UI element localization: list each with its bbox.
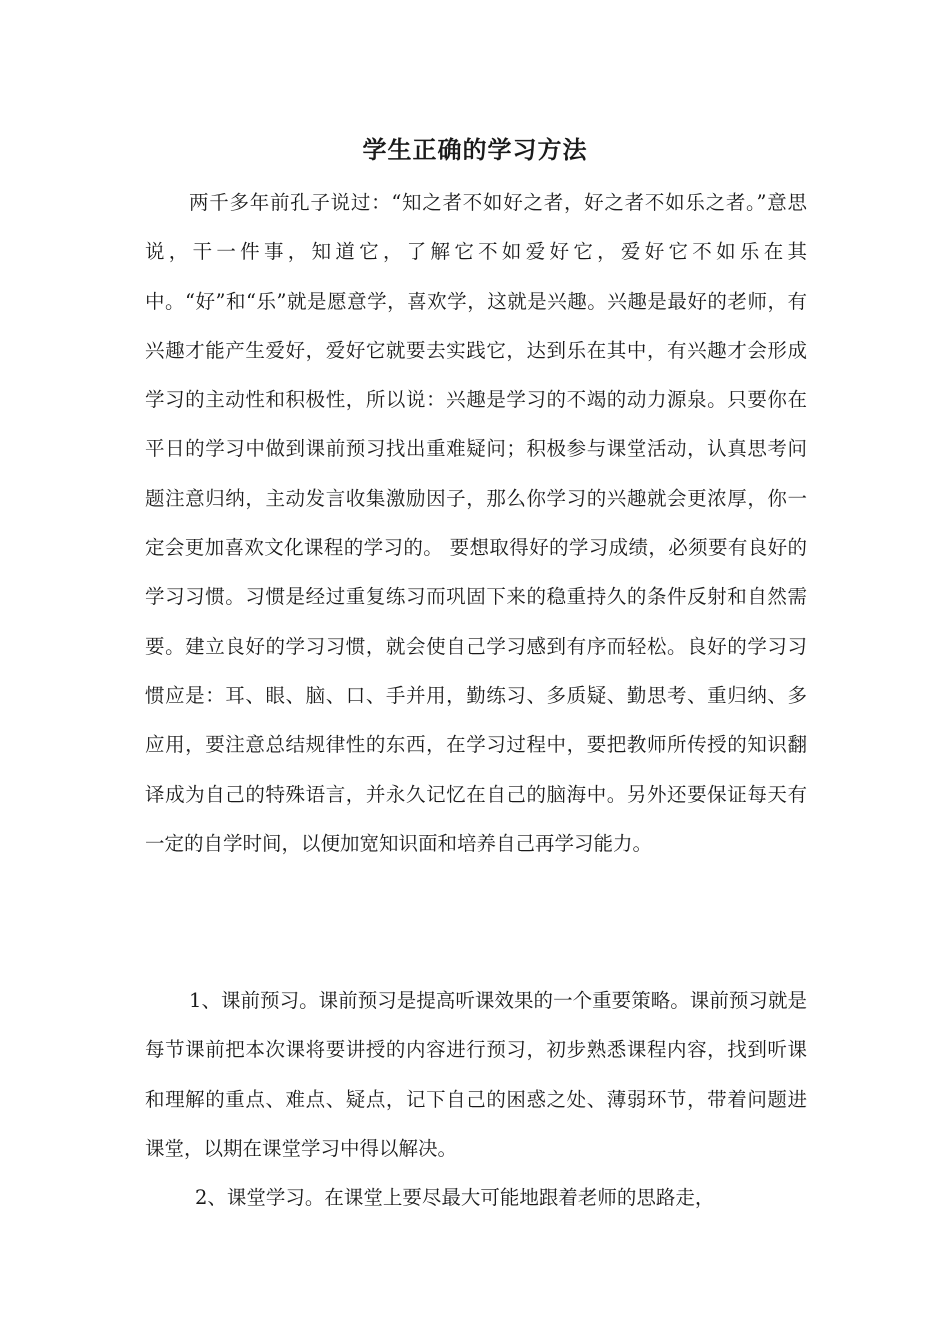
paragraph-classroom: 2、课堂学习。在课堂上要尽最大可能地跟着老师的思路走， — [195, 1186, 715, 1209]
paragraph-intro: 两千多年前孔子说过：“知之者不如好之者，好之者不如乐之者。”意思说，干一件事，知道它，了解它不如爱好它，爱好它不如乐在其中。“好”和“乐”就是愿意学，喜欢学，这就是兴趣。兴趣是最好的老师，有兴趣才能产生爱好，爱好它就要去实践它，达到乐在其中，有兴趣才会形成学习的主动性和积极性，所以说：兴趣是学习的不竭的动力源泉。只要你在平日的学习中做到课前预习找出重难疑问；积极参与课堂活动，认真思考问题注意归纳，主动发言收集激励因子，那么你学习的兴趣就会更浓厚，你一定会更加喜欢文化课程的学习的。 要想取得好的学习成绩，必须要有良好的学习习惯。习惯是经过重复练习而巩固下来的稳重持久的条件反射和自然需要。建立良好的学习习惯，就会使自己学习感到有序而轻松。良好的学习习惯应是：耳、眼、脑、口、手并用，勤练习、多质疑、勤思考、重归纳、多应用，要注意总结规律性的东西，在学习过程中，要把教师所传授的知识翻译成为自己的特殊语言，并永久记忆在自己的脑海中。另外还要保证每天有一定的自学时间，以便加宽知识面和培养自己再学习能力。 — [145, 191, 807, 855]
paragraph-preview: 1、课前预习。课前预习是提高听课效果的一个重要策略。课前预习就是每节课前把本次课将要讲授的内容进行预习，初步熟悉课程内容，找到听课和理解的重点、难点、疑点，记下自己的困惑之处、薄弱环节，带着问题进课堂，以期在课堂学习中得以解决。 — [145, 989, 807, 1160]
document-title: 学生正确的学习方法 — [362, 135, 588, 164]
